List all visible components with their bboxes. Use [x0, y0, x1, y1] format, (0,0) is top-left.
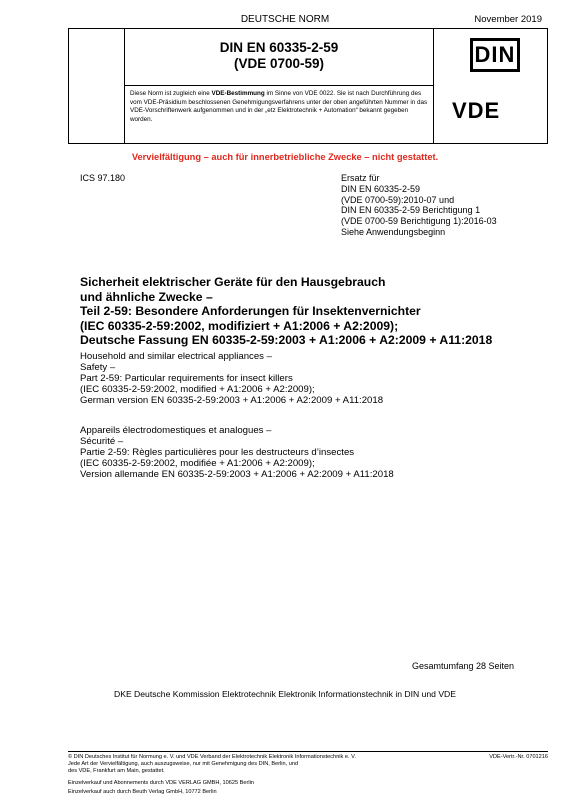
title-german-line: und ähnliche Zwecke –	[80, 289, 213, 304]
title-french-line: Partie 2-59: Règles particulières pour les destructeurs d’insectes	[80, 447, 355, 458]
footer-rule	[68, 751, 548, 752]
standard-number: DIN EN 60335-2-59	[219, 40, 339, 55]
title-german-line: Teil 2-59: Besondere Anforderungen für Insektenvernichter	[80, 304, 421, 319]
replacement-line: (VDE 0700-59):2010-07 und	[341, 194, 455, 205]
title-english-line: Safety –	[80, 362, 116, 373]
title-english-line: Part 2-59: Particular requirements for insect killers	[80, 373, 293, 384]
replacement-line: DIN EN 60335-2-59	[341, 183, 421, 194]
title-english	[80, 351, 550, 406]
title-german	[80, 275, 550, 348]
din-logo: DIN	[470, 38, 520, 72]
replacement-info	[341, 173, 497, 238]
info-text-end: im Sinne von VDE 0022. Sie ist nach Durchführung des vom VDE-Präsidium beschlossenen Genehmigungsverfahrens unter der oben angeführten Nummer in das VDE-Vorschriftenwerk aufgenommen und in der „etz Elektrotechnik + Automation“ bekannt gegeben worden.	[130, 90, 428, 123]
title-german-line: (IEC 60335-2-59:2002, modifiziert + A1:2006 + A2:2009);	[80, 318, 399, 333]
info-text-bold: VDE-Bestimmung	[211, 90, 265, 97]
total-pages: Gesamtumfang 28 Seiten	[411, 661, 514, 671]
vde-distribution-number: VDE-Vertr.-Nr. 0701216	[489, 754, 548, 760]
sales-line: Einzelverkauf auch durch Beuth Verlag GmbH, 10772 Berlin	[68, 788, 217, 795]
replacement-line: Ersatz für	[341, 173, 380, 183]
title-english-line: Household and similar electrical appliances –	[80, 351, 272, 362]
replacement-line: DIN EN 60335-2-59 Berichtigung 1	[341, 205, 481, 216]
reproduction-warning: Vervielfältigung – auch für innerbetriebliche Zwecke – nicht gestattet.	[131, 152, 439, 162]
title-german-line: Sicherheit elektrischer Geräte für den Hausgebrauch	[80, 275, 386, 289]
replacement-line: (VDE 0700-59 Berichtigung 1):2016-03	[341, 216, 497, 227]
title-french-line: Appareils électrodomestiques et analogues –	[80, 425, 272, 436]
sales-info	[68, 779, 254, 796]
copyright-notice	[68, 754, 468, 775]
title-english-line: (IEC 60335-2-59:2002, modified + A1:2006 + A2:2009);	[80, 384, 315, 395]
sales-line: Einzelverkauf und Abonnements durch VDE VERLAG GMBH, 10625 Berlin	[68, 780, 254, 786]
dke-commission: DKE Deutsche Kommission Elektrotechnik Elektronik Informationstechnik in DIN und VDE	[114, 689, 456, 699]
standard-title-box	[124, 28, 434, 86]
copyright-line: Jede Art der Vervielfältigung, auch auszugsweise, nur mit Genehmigung des DIN, Berlin, und	[68, 761, 299, 767]
info-text-start: Diese Norm ist zugleich eine	[130, 90, 212, 97]
vde-info-box	[124, 86, 434, 144]
title-french-line: Version allemande EN 60335-2-59:2003 + A1:2006 + A2:2009 + A11:2018	[80, 469, 394, 480]
title-french-line: Sécurité –	[80, 436, 124, 447]
vde-logo: VDE	[452, 98, 501, 123]
publication-date: November 2019	[474, 14, 542, 25]
copyright-line: des VDE, Frankfurt am Main, gestattet.	[68, 768, 165, 774]
title-french-line: (IEC 60335-2-59:2002, modifiée + A1:2006 + A2:2009);	[80, 458, 315, 469]
copyright-line: © DIN Deutsches Institut für Normung e. V. und VDE Verband der Elektrotechnik Elektronik Informationstechnik e. V.	[68, 754, 356, 760]
replacement-line: Siehe Anwendungsbeginn	[341, 226, 446, 237]
title-french	[80, 425, 550, 480]
vde-number: (VDE 0700-59)	[233, 56, 325, 71]
ics-code: ICS 97.180	[80, 173, 126, 183]
title-english-line: German version EN 60335-2-59:2003 + A1:2006 + A2:2009 + A11:2018	[80, 395, 384, 406]
title-german-line: Deutsche Fassung EN 60335-2-59:2003 + A1:2006 + A2:2009 + A11:2018	[80, 333, 493, 348]
document-type: DEUTSCHE NORM	[240, 14, 330, 25]
